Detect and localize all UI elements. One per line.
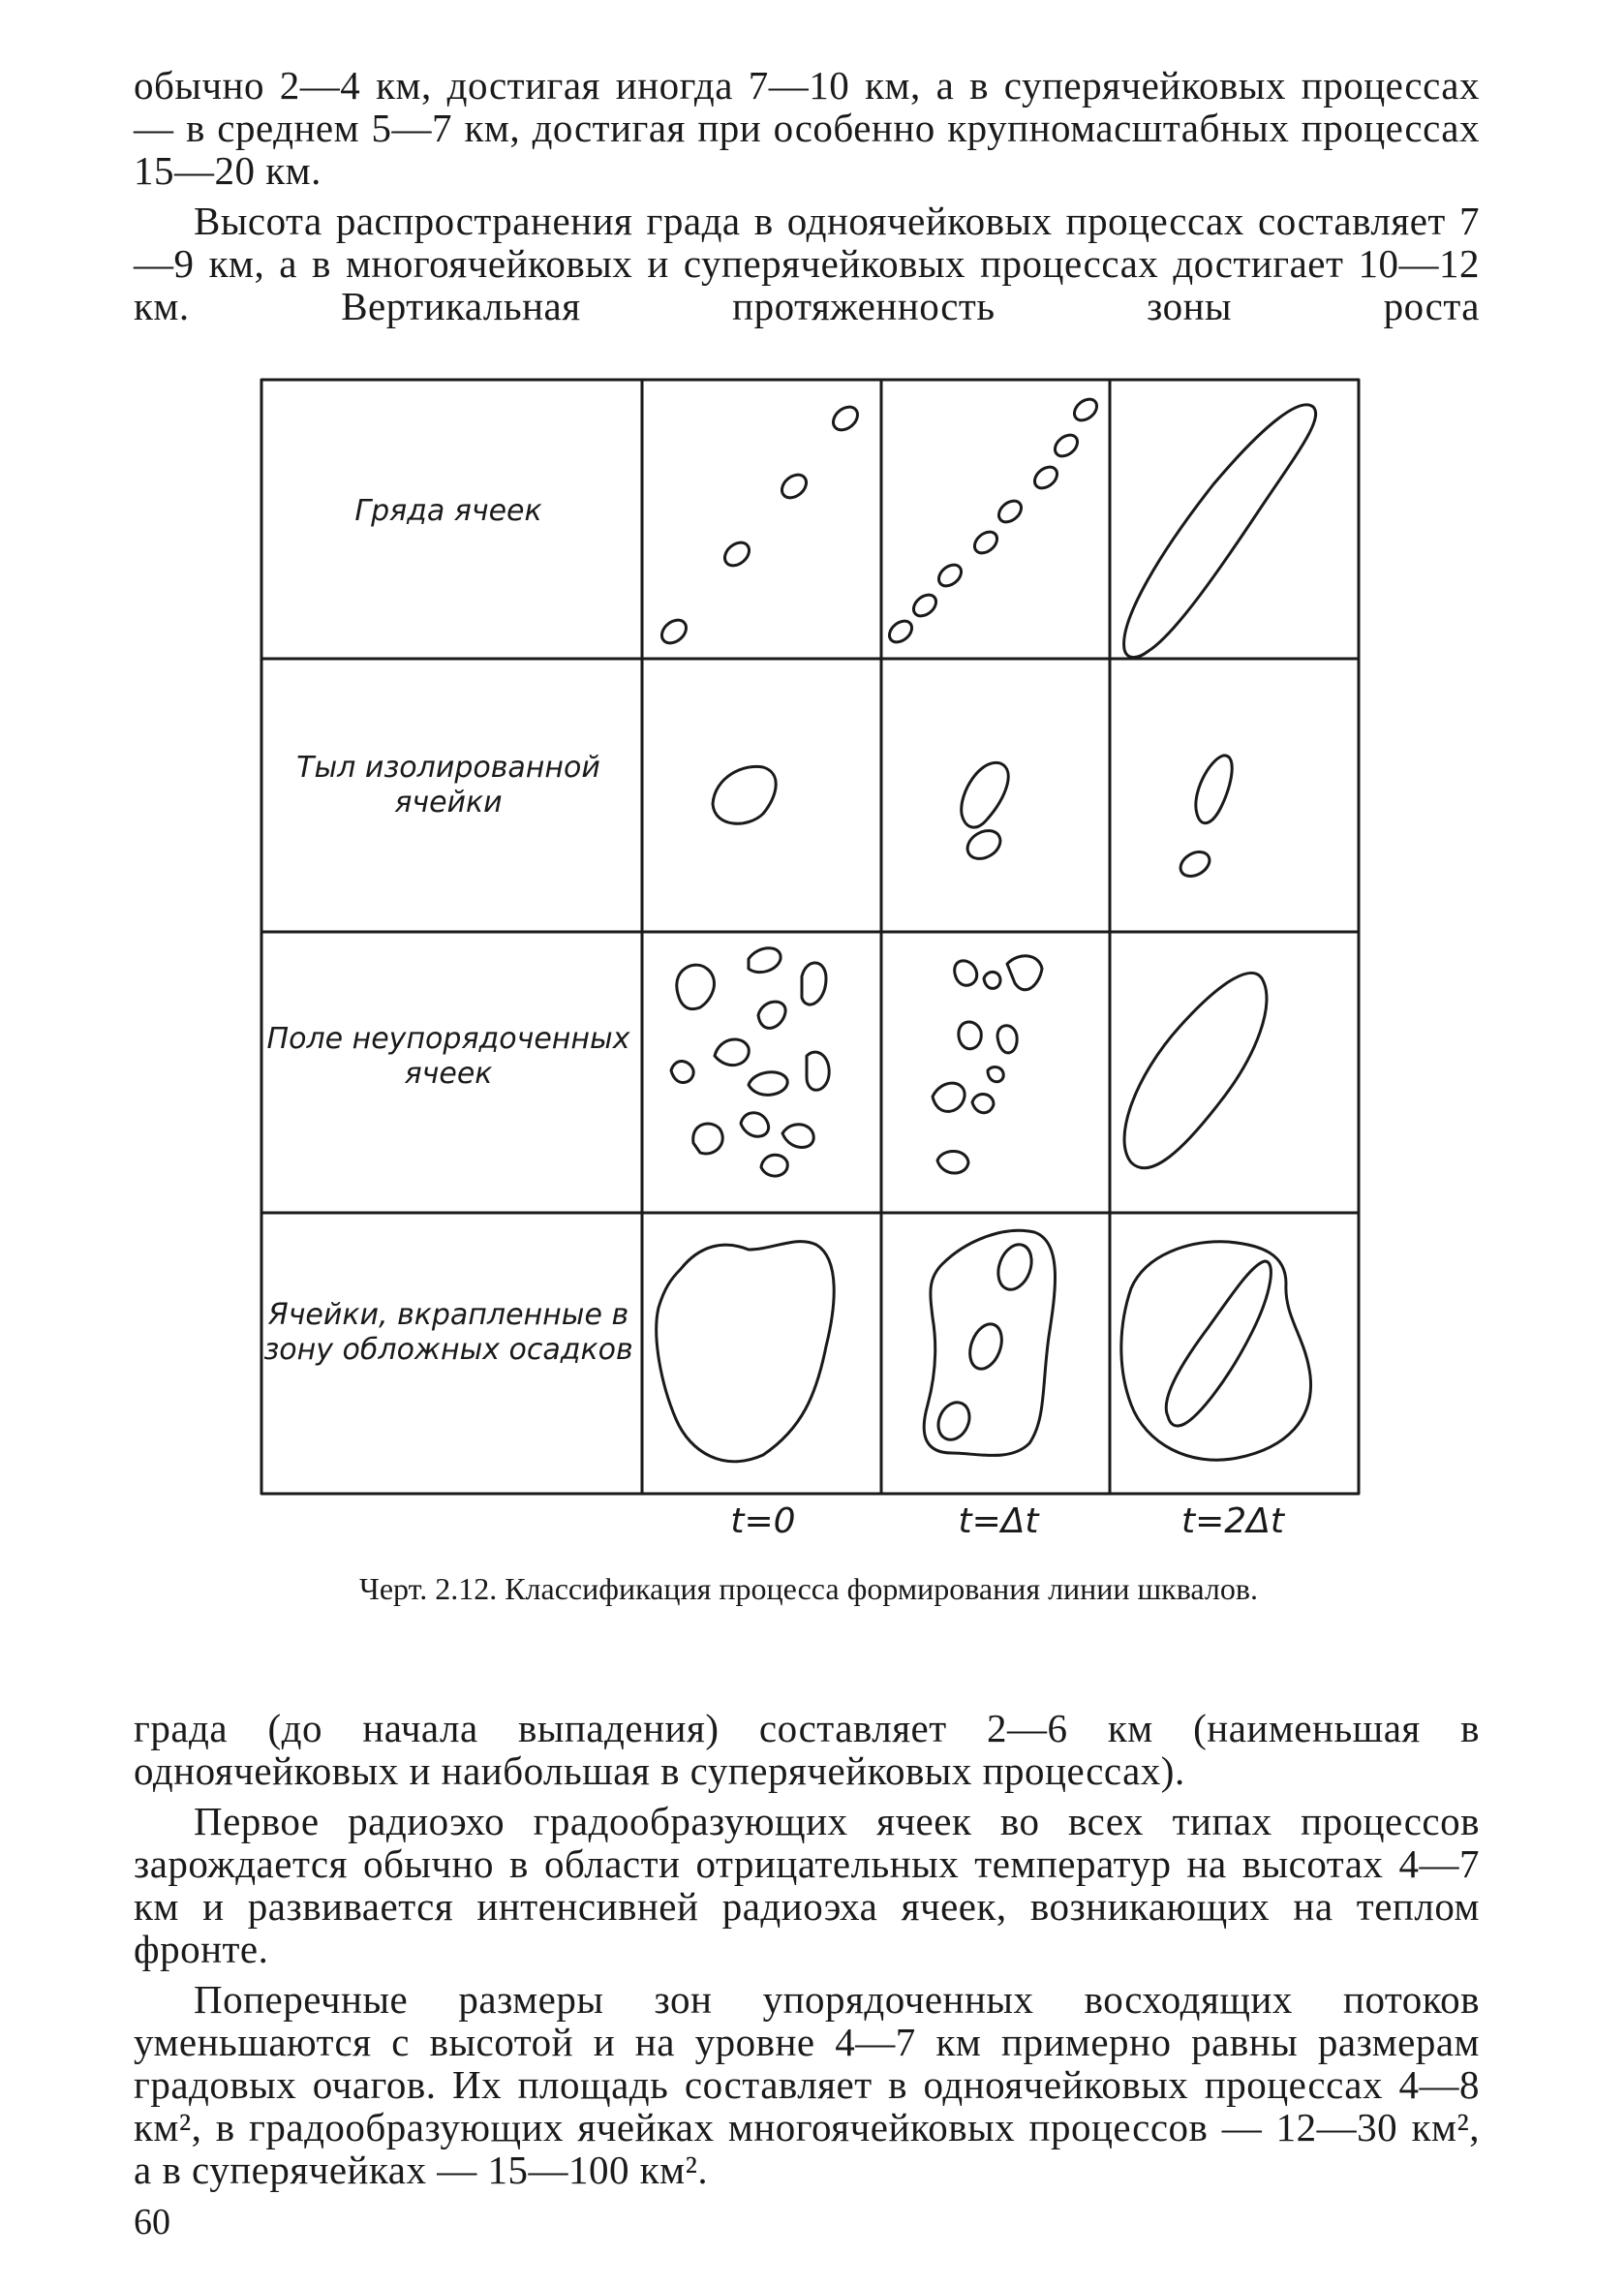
paragraph-bottom-1: града (до начала выпадения) составляет 2—6 км (наименьшая в одноячейковых и наибольшая в суперячейковых процессах). — [134, 1706, 1480, 1793]
row3-t0-cells — [671, 948, 829, 1176]
row1-t0-cells — [658, 402, 862, 647]
row4-dt-region — [924, 1230, 1055, 1455]
col-label-t0: t=0 — [730, 1501, 796, 1541]
paragraph-top-2: Высота распространения града в одноячейковых процессах составляет 7—9 км, а в многоячейковых и суперячейковых процессах достигает 10—12 км. Вертикальная протяженность зоны роста — [134, 199, 1480, 328]
paragraph-bottom-3: Поперечные размеры зон упорядоченных восходящих потоков уменьшаются с высотой и на уровне 4—7 км примерно равны размерам градовых очагов. Их площадь составляет в одноячейковых процессах 4—8 км², в градообразующих ячейках многоячейковых процессов — 12—30 км², а в суперячейках — 15—100 км². — [134, 1977, 1480, 2192]
row-label-embedded-cells: Ячейки, вкрапленные в зону обложных осадков — [263, 1298, 633, 1367]
row-label-cell-ridge: Гряда ячеек — [354, 494, 542, 528]
row3-2dt-band — [1124, 973, 1267, 1167]
row1-dt-cells — [885, 395, 1100, 647]
squall-line-classification-figure — [260, 378, 1364, 1618]
paragraph-top-1: обычно 2—4 км, достигая иногда 7—10 км, а в суперячейковых процессах — в среднем 5—7 км, достигая при особенно крупномасштабных процессах 15—20 км. — [134, 63, 1480, 193]
page-number: 60 — [134, 2202, 170, 2242]
paragraph-bottom-2: Первое радиоэхо градообразующих ячеек во всех типах процессов зарождается обычно в области отрицательных температур на высотах 4—7 км и развивается интенсивней радиоэха ячеек, возникающих на теплом фронте. — [134, 1799, 1480, 1971]
row-label-disordered-field: Поле неупорядоченных ячеек — [266, 1022, 630, 1091]
col-label-dt: t=Δt — [958, 1501, 1039, 1541]
row2-dt-cells — [962, 762, 1008, 864]
row-label-isolated-cell: Тыл изолированной ячейки — [296, 751, 600, 819]
row2-t0-cell — [713, 766, 776, 823]
col-label-2dt: t=2Δt — [1181, 1501, 1284, 1541]
row1-2dt-band — [1124, 405, 1316, 658]
row4-2dt-region — [1121, 1242, 1311, 1460]
row4-t0-region — [657, 1242, 834, 1462]
row2-2dt-cells — [1177, 756, 1233, 881]
figure-caption: Черт. 2.12. Классификация процесса формирования линии шквалов. — [359, 1571, 1258, 1606]
row3-dt-cells — [933, 956, 1042, 1173]
